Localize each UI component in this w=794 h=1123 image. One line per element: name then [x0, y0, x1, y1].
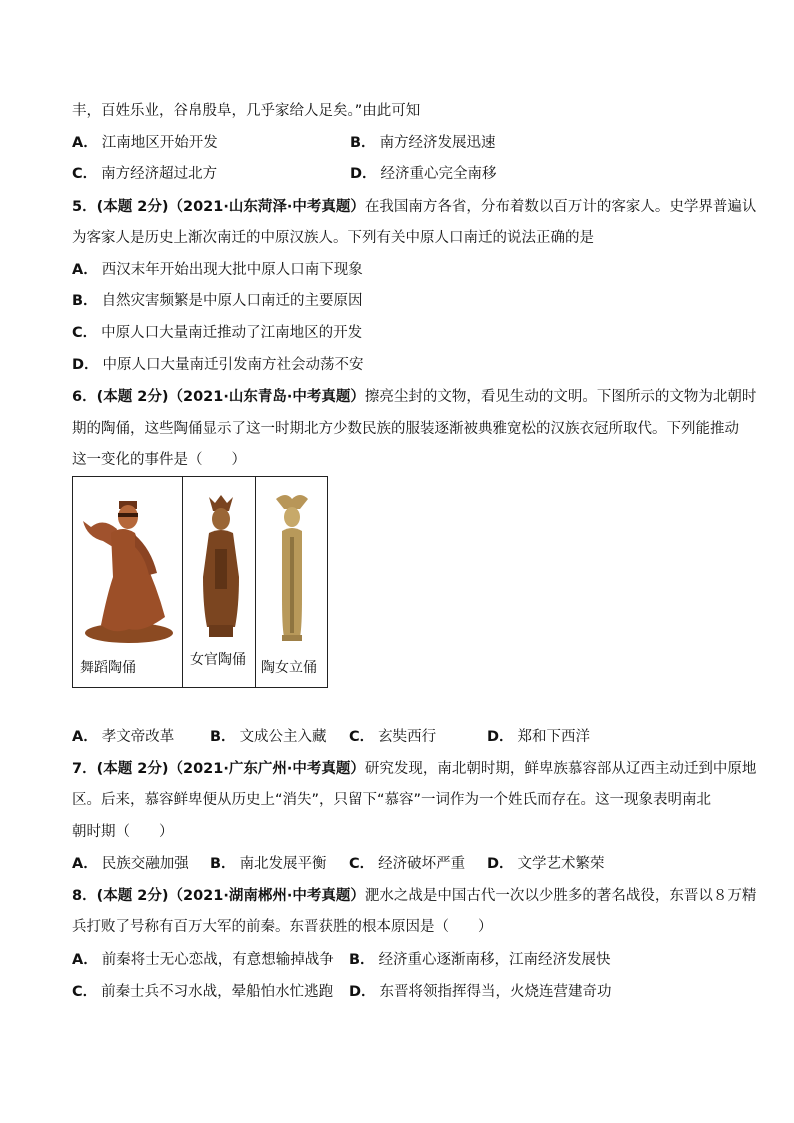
- question-number: 7．: [72, 761, 97, 777]
- q7-stem-line2: 区。后来，慕容鲜卑便从历史上“消失”，只留下“慕容”一词作为一个姓氏而存在。这一现象表明南北: [72, 792, 712, 808]
- option-letter: D．: [487, 729, 514, 745]
- figure-cell-dancing: [73, 477, 183, 687]
- option-letter: B．: [210, 856, 236, 872]
- option-text: 中原人口大量南迁引发南方社会动荡不安: [102, 357, 364, 373]
- option-text: 南北发展平衡: [239, 856, 327, 872]
- q6-option-d[interactable]: [487, 727, 590, 747]
- figure-cell-female-official: [183, 477, 256, 687]
- option-letter: A．: [72, 262, 98, 278]
- option-letter: C．: [349, 729, 375, 745]
- q7-option-d[interactable]: [487, 854, 605, 874]
- q7-stem-line3: 朝时期（ ）: [72, 824, 174, 840]
- question-meta: (本题 2分)（2021·山东青岛·中考真题）: [96, 389, 365, 405]
- q4-option-b[interactable]: [350, 133, 496, 153]
- option-letter: D．: [487, 856, 514, 872]
- q6-stem-line2: 期的陶俑，这些陶俑显示了这一时期北方少数民族的服装逐渐被典雅宽松的汉族衣冠所取代。下列能推动: [72, 421, 739, 437]
- option-text: 前秦将士无心恋战，有意想输掉战争: [101, 952, 334, 968]
- option-text: 文成公主入藏: [239, 729, 327, 745]
- option-letter: C．: [72, 984, 98, 1000]
- q8-stem-line1: [72, 886, 756, 906]
- q6-stem-line1: [72, 387, 756, 407]
- option-letter: B．: [210, 729, 236, 745]
- q4-option-d[interactable]: [350, 164, 497, 184]
- option-letter: B．: [349, 952, 375, 968]
- option-text: 孝文帝改革: [101, 729, 175, 745]
- option-text: 南方经济发展迅速: [379, 135, 496, 151]
- option-text: 中原人口大量南迁推动了江南地区的开发: [101, 325, 363, 341]
- question-text: 擦亮尘封的文物，看见生动的文明。下图所示的文物为北朝时: [364, 389, 757, 405]
- option-text: 经济重心逐渐南移，江南经济发展快: [378, 952, 611, 968]
- question-text: 在我国南方各省，分布着数以百万计的客家人。史学界普遍认: [364, 199, 757, 215]
- q6-option-c[interactable]: [349, 727, 436, 747]
- q5-option-c[interactable]: [72, 323, 362, 343]
- q6-option-b[interactable]: [210, 727, 327, 747]
- option-text: 江南地区开始开发: [101, 135, 218, 151]
- option-letter: C．: [349, 856, 375, 872]
- figure-caption: 陶女立俑: [261, 660, 317, 676]
- option-letter: B．: [350, 135, 376, 151]
- question-number: 5．: [72, 199, 97, 215]
- figure-caption: 舞蹈陶俑: [80, 660, 136, 676]
- option-text: 东晋将领指挥得当，火烧连营建奇功: [379, 984, 612, 1000]
- figure-caption: 女官陶俑: [190, 652, 246, 668]
- question-number: 8．: [72, 888, 97, 904]
- option-letter: A．: [72, 856, 98, 872]
- q8-option-b[interactable]: [349, 950, 611, 970]
- option-text: 民族交融加强: [101, 856, 189, 872]
- option-letter: A．: [72, 952, 98, 968]
- question-meta: (本题 2分)（2021·山东菏泽·中考真题）: [96, 199, 365, 215]
- standing-female-figurine-icon: [256, 477, 327, 687]
- option-text: 自然灾害频繁是中原人口南迁的主要原因: [101, 293, 363, 309]
- question-meta: (本题 2分)（2021·广东广州·中考真题）: [96, 761, 365, 777]
- q7-option-a[interactable]: [72, 854, 189, 874]
- q6-option-a[interactable]: [72, 727, 174, 747]
- question-meta: (本题 2分)（2021·湖南郴州·中考真题）: [96, 888, 365, 904]
- q4-option-a[interactable]: [72, 133, 218, 153]
- option-text: 南方经济超过北方: [101, 166, 218, 182]
- figurine-image-table: [72, 476, 328, 688]
- q4-option-c[interactable]: [72, 164, 217, 184]
- option-letter: D．: [349, 984, 376, 1000]
- dancing-figurine-icon: [73, 477, 183, 687]
- option-letter: D．: [350, 166, 377, 182]
- option-text: 经济重心完全南移: [380, 166, 497, 182]
- q6-stem-line3: 这一变化的事件是（ ）: [72, 452, 246, 468]
- figure-cell-standing-female: [256, 477, 327, 687]
- option-letter: A．: [72, 729, 98, 745]
- option-text: 前秦士兵不习水战，晕船怕水忙逃跑: [101, 984, 334, 1000]
- q7-stem-line1: [72, 759, 756, 779]
- q8-option-d[interactable]: [349, 982, 612, 1002]
- option-letter: A．: [72, 135, 98, 151]
- q8-option-c[interactable]: [72, 982, 333, 1002]
- q5-stem-line1: [72, 197, 756, 217]
- option-text: 文学艺术繁荣: [517, 856, 605, 872]
- question-text: 研究发现，南北朝时期，鲜卑族慕容部从辽西主动迁到中原地: [364, 761, 757, 777]
- option-text: 西汉末年开始出现大批中原人口南下现象: [101, 262, 363, 278]
- q8-option-a[interactable]: [72, 950, 334, 970]
- q5-stem-line2: 为客家人是历史上渐次南迁的中原汉族人。下列有关中原人口南迁的说法正确的是: [72, 230, 594, 246]
- q5-option-d[interactable]: [72, 355, 364, 375]
- q5-option-b[interactable]: [72, 291, 363, 311]
- option-text: 玄奘西行: [378, 729, 437, 745]
- q4-stem-tail: 丰，百姓乐业，谷帛殷阜，几乎家给人足矣。”由此可知: [72, 103, 421, 119]
- option-text: 郑和下西洋: [517, 729, 591, 745]
- option-letter: B．: [72, 293, 98, 309]
- question-text: 淝水之战是中国古代一次以少胜多的著名战役，东晋以８万精: [364, 888, 757, 904]
- question-number: 6．: [72, 389, 97, 405]
- q5-option-a[interactable]: [72, 260, 363, 280]
- option-letter: D．: [72, 357, 99, 373]
- option-text: 经济破坏严重: [378, 856, 466, 872]
- option-letter: C．: [72, 325, 98, 341]
- option-letter: C．: [72, 166, 98, 182]
- q7-option-c[interactable]: [349, 854, 465, 874]
- q8-stem-line2: 兵打败了号称有百万大军的前秦。东晋获胜的根本原因是（ ）: [72, 919, 493, 935]
- q7-option-b[interactable]: [210, 854, 327, 874]
